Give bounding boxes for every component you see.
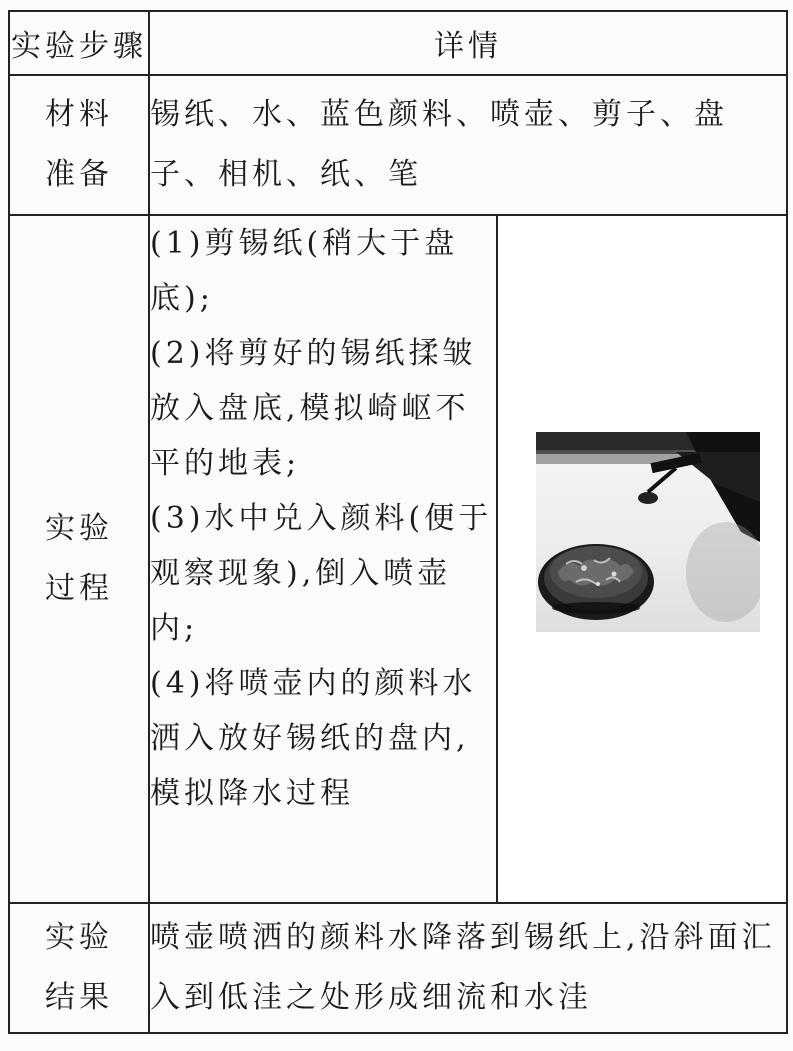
materials-label [9,75,149,215]
table-header-row [9,11,787,75]
process-label-line2: 过程 [45,571,113,606]
materials-text: 锡纸、水、蓝色颜料、喷壶、剪子、盘子、相机、纸、笔 [149,75,787,215]
result-row [9,903,787,1033]
result-label-line1: 实验 [45,920,113,955]
process-label-line1: 实验 [45,511,113,546]
process-step-4: (4)将喷壶内的颜料水洒入放好锡纸的盘内,模拟降水过程 [150,666,477,811]
experiment-photo-icon [536,432,760,632]
process-photo-cell [497,215,787,903]
experiment-table [8,10,788,1034]
result-label [9,903,149,1033]
header-step: 实验步骤 [9,11,149,75]
materials-row [9,75,787,215]
header-details: 详情 [149,11,787,75]
materials-label-line1: 材料 [45,97,113,132]
process-step-1: (1)剪锡纸(稍大于盘底); [150,226,459,316]
process-step-3: (3)水中兑入颜料(便于观察现象),倒入喷壶内; [150,501,493,646]
process-step-2: (2)将剪好的锡纸揉皱放入盘底,模拟崎岖不平的地表; [150,336,477,481]
process-row [9,215,787,903]
result-text: 喷壶喷洒的颜料水降落到锡纸上,沿斜面汇入到低洼之处形成细流和水洼 [149,903,787,1033]
result-label-line2: 结果 [45,980,113,1015]
process-label [9,215,149,903]
process-steps [149,215,497,903]
materials-label-line2: 准备 [45,157,113,192]
experiment-photo [536,432,760,632]
